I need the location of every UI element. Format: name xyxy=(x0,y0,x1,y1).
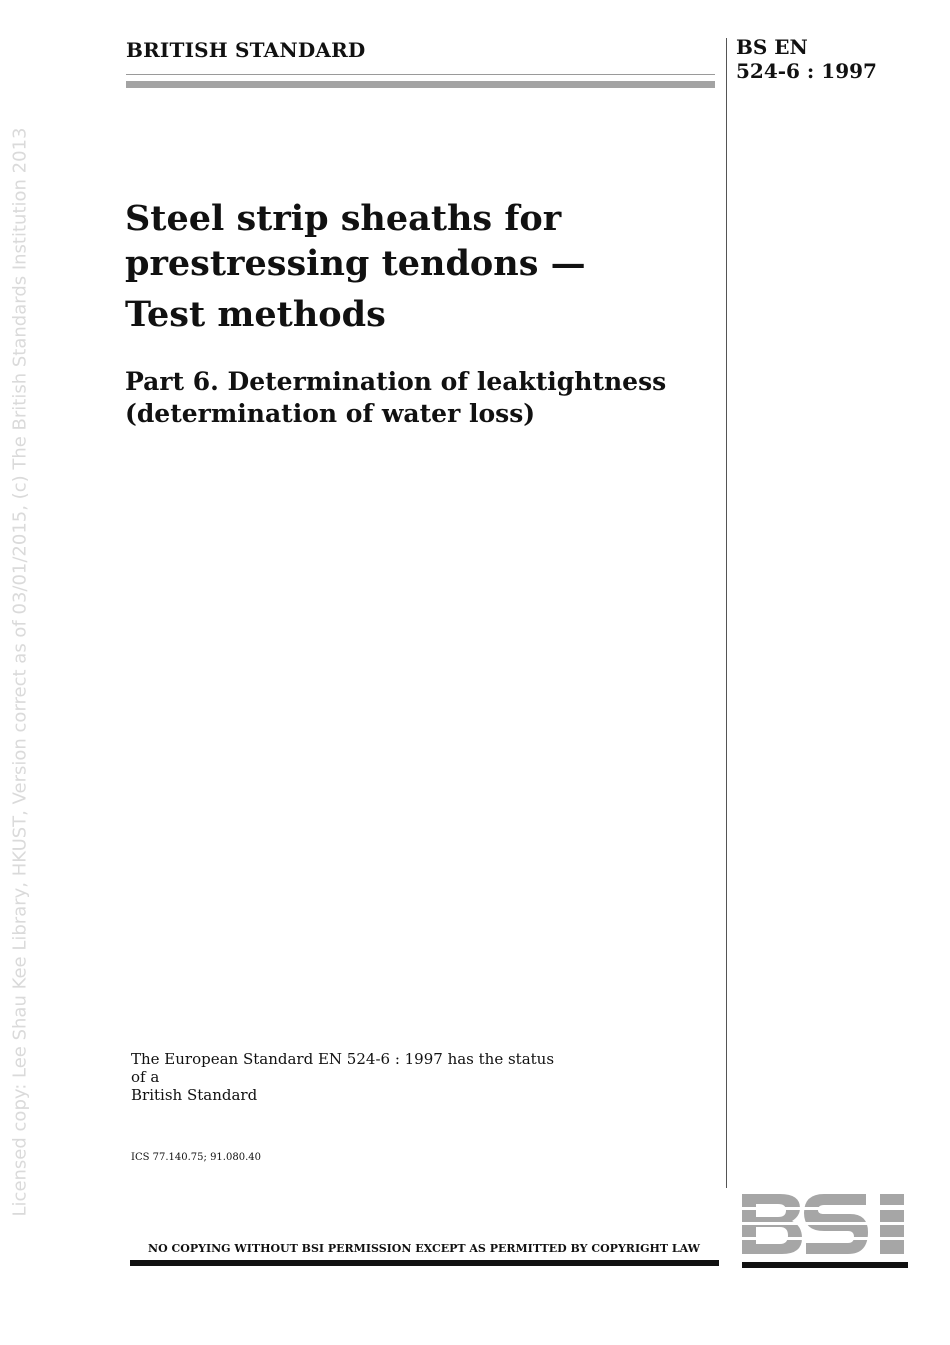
document-number-line1: BS EN xyxy=(736,35,808,59)
document-subtitle xyxy=(125,366,715,430)
header-label: BRITISH STANDARD xyxy=(126,38,366,62)
title-line3: Test methods xyxy=(125,294,386,335)
status-note xyxy=(131,1050,571,1104)
document-title xyxy=(125,196,715,337)
copyright-notice: NO COPYING WITHOUT BSI PERMISSION EXCEPT AS PERMITTED BY COPYRIGHT LAW xyxy=(148,1242,700,1255)
ics-code: ICS 77.140.75; 91.080.40 xyxy=(131,1152,261,1163)
document-number-line2: 524-6 : 1997 xyxy=(736,59,877,83)
status-note-line2: British Standard xyxy=(131,1086,258,1104)
bsi-logo-underline xyxy=(742,1262,908,1268)
header-thick-rule xyxy=(126,81,715,88)
document-number xyxy=(736,35,877,83)
subtitle-line1: Part 6. Determination of leaktightness xyxy=(125,367,667,396)
title-line1: Steel strip sheaths for xyxy=(125,198,562,239)
header-thin-rule xyxy=(126,74,715,75)
status-note-line1: The European Standard EN 524-6 : 1997 has the status of a xyxy=(131,1050,555,1086)
subtitle-line2: (determination of water loss) xyxy=(125,399,536,428)
title-line2: prestressing tendons — xyxy=(125,243,586,284)
vertical-divider xyxy=(726,38,727,1188)
bsi-logo xyxy=(742,1192,908,1268)
footer-rule xyxy=(130,1260,719,1266)
license-watermark: Licensed copy: Lee Shau Kee Library, HKUST, Version correct as of 03/01/2015, (c) The British Standards Institution 2013 xyxy=(9,127,31,1217)
